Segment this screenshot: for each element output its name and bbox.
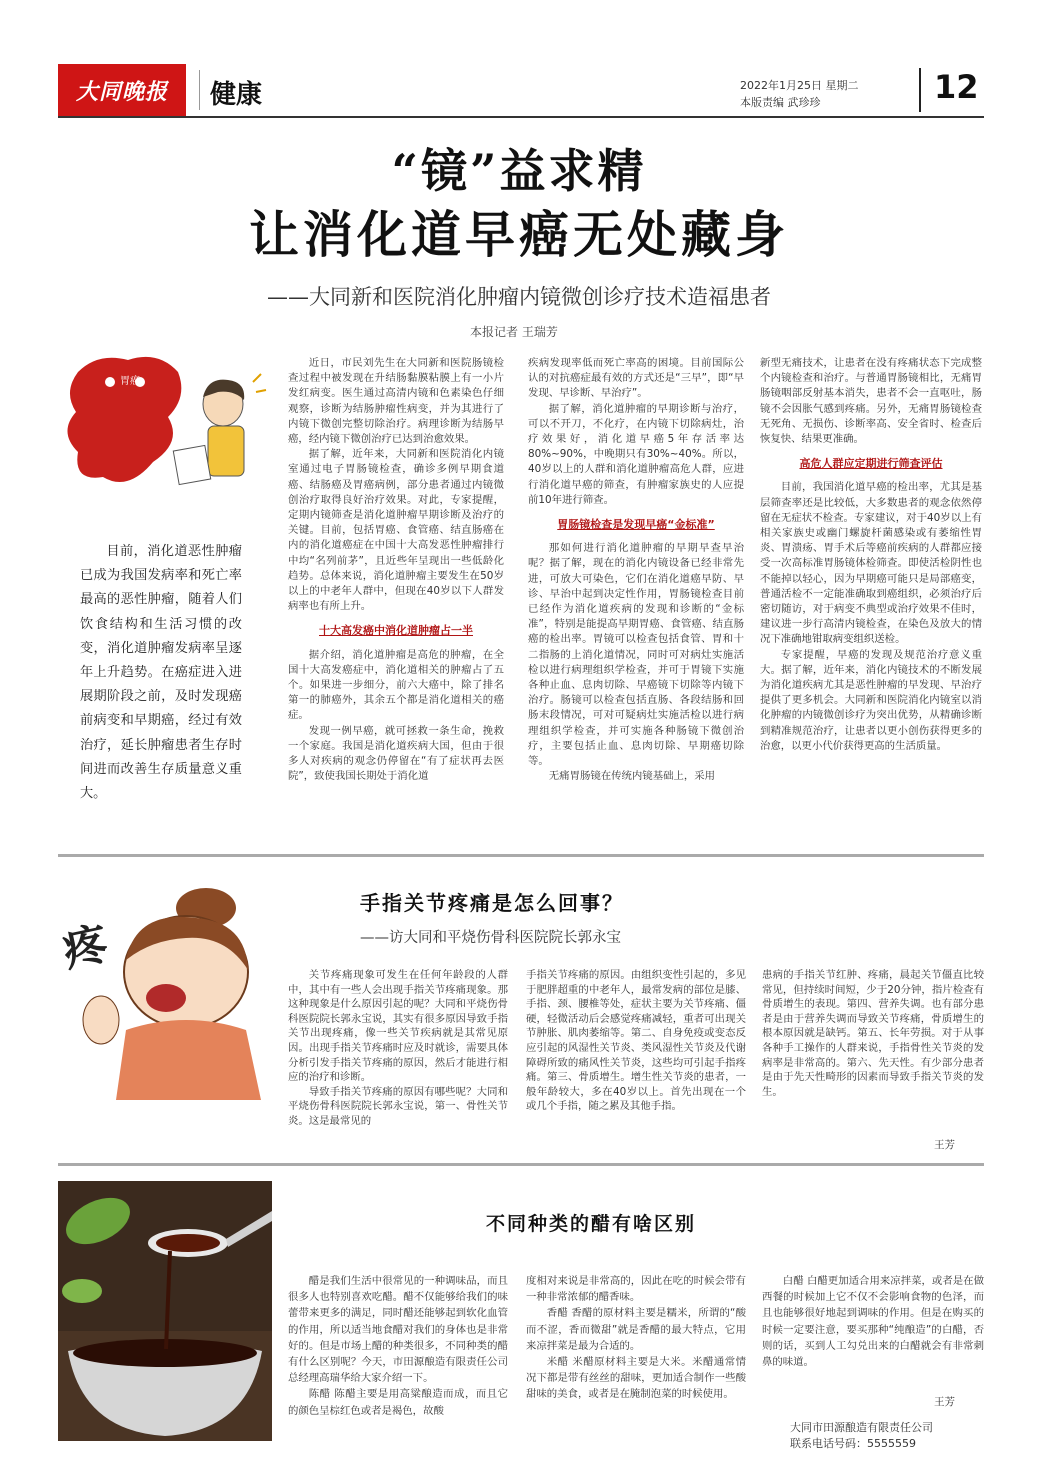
article2-column-2 xyxy=(526,968,746,1114)
woman-body xyxy=(116,1020,261,1100)
article1-title-line1: “镜”益求精 xyxy=(391,144,647,198)
paragraph: 疾病发现率低而死亡率高的困境。目前国际公认的对抗癌症最有效的方式还是“三早”，即“早发现、早诊断、早治疗”。 xyxy=(528,357,744,400)
article1-subheading-3: 高危人群应定期进行筛查评估 xyxy=(799,457,943,471)
company-name: 大同市田源酿造有限责任公司 xyxy=(790,1421,933,1434)
article3-signature: 王芳 xyxy=(934,1396,955,1408)
issue-date: 2022年1月25日 星期二 xyxy=(740,79,859,92)
masthead xyxy=(58,64,984,118)
stomach-cancer-cartoon xyxy=(58,352,270,502)
paragraph: 患病的手指关节红肿、疼痛，晨起关节僵直比较常见，但持续时间短，少于20分钟，指片检查有骨质增生的表现。第四、营养失调。也有部分患者是由于营养失调而导致关节疼痛，骨质增生的根本原因就是缺钙。第五、长年劳损。对于从事各种手工操作的人群来说，手指骨性关节炎的发病率是非常高的。第六、先天性。有少部分患者是由于先天性畸形的因素而导致手指关节炎的发生。 xyxy=(762,969,984,1098)
paragraph: 手指关节疼痛的原因。由组织变性引起的，多见于肥胖超重的中老年人，最常发病的部位是膝、手指、颈、腰椎等处，症状主要为关节疼痛、僵硬，轻微活动后会感觉疼痛减轻，重者可出现关节肿胀、肌肉萎缩等。第二、自身免疫或变态反应引起的风湿性关节炎、类风湿性关节炎及代谢障碍所致的痛风性关节炎，这些均可引起手指疼痛。第三、骨质增生。增生性关节炎的患者，一般年龄较大，多在40岁以上。首先出现在一个或几个手指，随之累及其他手指。 xyxy=(526,969,746,1113)
pain-character: 疼 xyxy=(58,918,113,978)
header-rule xyxy=(58,116,984,118)
paragraph: 专家提醒，早癌的发现及规范治疗意义重大。据了解，近年来，消化内镜技术的不断发展为消化道疾病尤其是恶性肿瘤的早发现、早治疗提供了更多机会。大同新和医院消化内镜室以消化肿瘤的内镜微创诊疗为突出优势，从精确诊断到精准规范治疗，让患者以更小创伤获得更多的治愈，以更小代价获得更高的生活质量。 xyxy=(760,648,982,752)
paragraph: 度相对来说是非常高的，因此在吃的时候会带有一种非常浓郁的醋香味。 xyxy=(526,1275,746,1304)
paragraph: 据介绍，消化道肿瘤是高危的肿瘤，在全国十大高发癌症中，消化道相关的肿瘤占了五个。如果进一步细分，前六大癌中，除了排名第一的肺癌外，其余五个都是消化道相关的癌症。 xyxy=(288,648,504,722)
article1-column-3 xyxy=(760,356,982,754)
woman-mouth xyxy=(146,984,186,1012)
article1-intro: 目前，消化道恶性肿瘤已成为我国发病率和死亡率最高的恶性肿瘤，随着人们饮食结构和生活习惯的改变，消化道肿瘤发病率呈逐年上升趋势。在癌症进入进展期阶段之前，及时发现癌前病变和早期癌，经过有效治疗，延长肿瘤患者生存时间进而改善生存质量意义重大。 xyxy=(80,544,242,802)
article2-subtitle: ——访大同和平烧伤骨科医院院长郭永宝 xyxy=(360,930,621,946)
header-divider-2 xyxy=(919,68,921,112)
page-editor: 本版责编 武珍珍 xyxy=(740,96,821,109)
section-separator xyxy=(58,1163,984,1166)
article3-column-3 xyxy=(762,1273,984,1370)
page-number: 12 xyxy=(934,68,979,106)
article1-subtitle: ——大同新和医院消化肿瘤内镜微创诊疗技术造福患者 xyxy=(267,285,771,309)
leaf xyxy=(62,1279,102,1303)
paragraph: 香醋 香醋的原材料主要是糯米，所谓的“酸而不涩，香而微甜”就是香醋的最大特点，它用来凉拌菜是最为合适的。 xyxy=(526,1307,746,1352)
article3-column-1 xyxy=(288,1273,508,1419)
article1-subheading-2: 胃肠镜检查是发现早癌“金标准” xyxy=(557,518,715,532)
paragraph: 新型无痛技术，让患者在没有疼痛状态下完成整个内镜检查和治疗。与普通胃肠镜相比，无痛胃肠镜咽部反射基本消失，患者不会一直呕吐，肠镜不会因胀气感到疼痛。另外，无痛胃肠镜检查无死角、无损伤、诊断率高、安全省时、检查后恢复快、结果更准确。 xyxy=(760,357,982,446)
newspaper-logo: 大同晚报 xyxy=(58,64,186,116)
article1-byline: 本报记者 王瑞芳 xyxy=(470,325,558,339)
article2-column-3 xyxy=(762,968,984,1099)
advertiser-info xyxy=(790,1420,933,1452)
paragraph: 米醋 米醋原材料主要是大米。米醋通常情况下都是带有丝丝的甜味，更加适合制作一些酸甜味的美食，或者是在腌制泡菜的时候使用。 xyxy=(526,1356,746,1401)
cancer-label: 胃癌 xyxy=(120,376,140,387)
paragraph: 那如何进行消化道肿瘤的早期早查早治呢？据了解，现在的消化内镜设备已经非常先进，可放大可染色，它们在消化道癌早防、早诊、早治中起到决定性作用，胃肠镜检查目前已经作为消化道疾病的发现和诊断的“金标准”，特别是能提高早期胃癌、食管癌、结直肠癌的检出率。胃镜可以检查包括食管、胃和十二指肠的上消化道情况，同时可对病灶实施活检以进行病理组织学检查，并可于胃镜下实施各种止血、息肉切除、早癌镜下切除等内镜下治疗。肠镜可以检查包括直肠、各段结肠和回肠末段情况，可对可疑病灶实施活检以进行病理组织学检查，并可实施各种肠镜下微创治疗，主要包括止血、息肉切除、早期癌切除等。 xyxy=(528,542,744,768)
article3-column-2 xyxy=(526,1273,746,1403)
paragraph: 目前，我国消化道早癌的检出率，尤其是基层筛查率还是比较低，大多数患者的观念依然停留在无症状不检查。专家建议，对于40岁以上有相关家族史或幽门螺旋杆菌感染或有萎缩性胃炎、胃溃疡、胃手术后等癌前疾病的人群都应接受一次高标准胃肠镜体检筛查。即使活检阴性也不能掉以轻心，因为早期癌可能只是局部癌变，普通活检不一定能准确取到癌组织，必须治疗后密切随访，对于病变不典型或治疗效果不佳时，建议进一步行高清内镜检查，在染色及放大的情况下准确地钳取病变组织送检。 xyxy=(760,481,982,646)
finger-pain-cartoon xyxy=(56,880,282,1100)
article1-subheading-1: 十大高发癌中消化道肿瘤占一半 xyxy=(319,624,473,638)
article1-column-2 xyxy=(528,356,744,784)
report-paper xyxy=(173,445,210,484)
company-phone: 联系电话号码：5555559 xyxy=(790,1437,916,1450)
paragraph: 醋是我们生活中很常见的一种调味品，而且很多人也特别喜欢吃醋。醋不仅能够给我们的味蕾带来更多的满足，同时醋还能够起到软化血管的作用，所以适当地食醋对我们的身体也是非常好的。但是市场上醋的种类很多，不同种类的醋有什么区别呢？今天，市田源酿造有限责任公司总经理高瑞华给大家介绍一下。 xyxy=(288,1275,508,1385)
paragraph: 据了解，近年来，大同新和医院消化内镜室通过电子胃肠镜检查，确诊多例早期食道癌、结肠癌及胃癌病例，部分患者通过内镜微创治疗取得良好治疗效果。对此，专家提醒，定期内镜筛查是消化道肿瘤早期诊断及治疗的关键。目前，包括胃癌、食管癌、结直肠癌在内的消化道癌症在中国十大高发恶性肿瘤排行中均“名列前茅”，且近些年呈现出一些低龄化趋势。总体来说，消化道肿瘤主要发生在50岁以上的中老年人群中，但现在40岁以下人群发病率也有所上升。 xyxy=(288,448,504,613)
section-separator xyxy=(58,854,984,857)
section-name: 健康 xyxy=(210,80,263,110)
paragraph: 发现一例早癌，就可拯救一条生命，挽救一个家庭。我国是消化道疾病大国，但由于很多人对疾病的观念仍停留在“有了症状再去医院”，致使我国长期处于消化道 xyxy=(288,724,504,783)
vinegar-photo xyxy=(58,1181,272,1441)
article3-title: 不同种类的醋有啥区别 xyxy=(486,1213,697,1235)
paragraph: 关节疼痛现象可发生在任何年龄段的人群中，其中有一些人会出现手指关节疼痛现象。那这种现象是什么原因引起的呢？大同和平烧伤骨科医院院长郭永宝说，其实有很多原因导致手指关节出现疼痛，像一些关节疾病就是其常见原因。出现手指关节疼痛时应及时就诊，需要具体分析引发手指关节疼痛的原因，然后才能进行相应的治疗和诊断。 xyxy=(288,969,508,1084)
article2-title: 手指关节疼痛是怎么回事？ xyxy=(360,891,624,915)
article1-title-line2: 让消化道早癌无处藏身 xyxy=(249,205,789,264)
paragraph: 据了解，消化道肿瘤的早期诊断与治疗，可以不开刀，不化疗，在内镜下切除病灶，治疗效果好，消化道早癌5年存活率达80%~90%，中晚期只有30%~40%。所以，40岁以上的人群和消化道肿瘤高危人群，应进行消化道早癌的筛查，有肿瘤家族史的人应提前10年进行筛查。 xyxy=(528,402,744,506)
paragraph: 近日，市民刘先生在大同新和医院肠镜检查过程中被发现在升结肠黏膜粘膜上有一小片发红病变。医生通过高清内镜和色素染色仔细观察，诊断为结肠肿瘤性病变，并为其进行了内镜下微创完整切除治疗。病理诊断为结肠早癌，经内镜下微创治疗已达到治愈效果。 xyxy=(288,357,504,446)
patient-body xyxy=(208,426,244,476)
header-divider xyxy=(199,70,200,110)
paragraph: 陈醋 陈醋主要是用高粱酿造而成，而且它的颜色呈棕红色或者是褐色，故酸 xyxy=(288,1388,508,1417)
paragraph: 无痛胃肠镜在传统内镜基础上，采用 xyxy=(548,770,716,783)
paragraph: 白醋 白醋更加适合用来凉拌菜，或者是在做西餐的时候加上它不仅不会影响食物的色泽，而且也能够很好地起到调味的作用。但是在购买的时候一定要注意，要买那种“纯酿造”的白醋，否则的话，买到人工勾兑出来的白醋就会有非常刺鼻的味道。 xyxy=(762,1275,984,1369)
article2-column-1 xyxy=(288,968,508,1129)
woman-hand xyxy=(83,996,119,1044)
paragraph: 导致手指关节疼痛的原因有哪些呢？大同和平烧伤骨科医院院长郭永宝说，第一、骨性关节炎。这是最常见的 xyxy=(288,1085,508,1127)
article2-signature: 王芳 xyxy=(934,1139,955,1151)
article1-column-1 xyxy=(288,356,504,784)
